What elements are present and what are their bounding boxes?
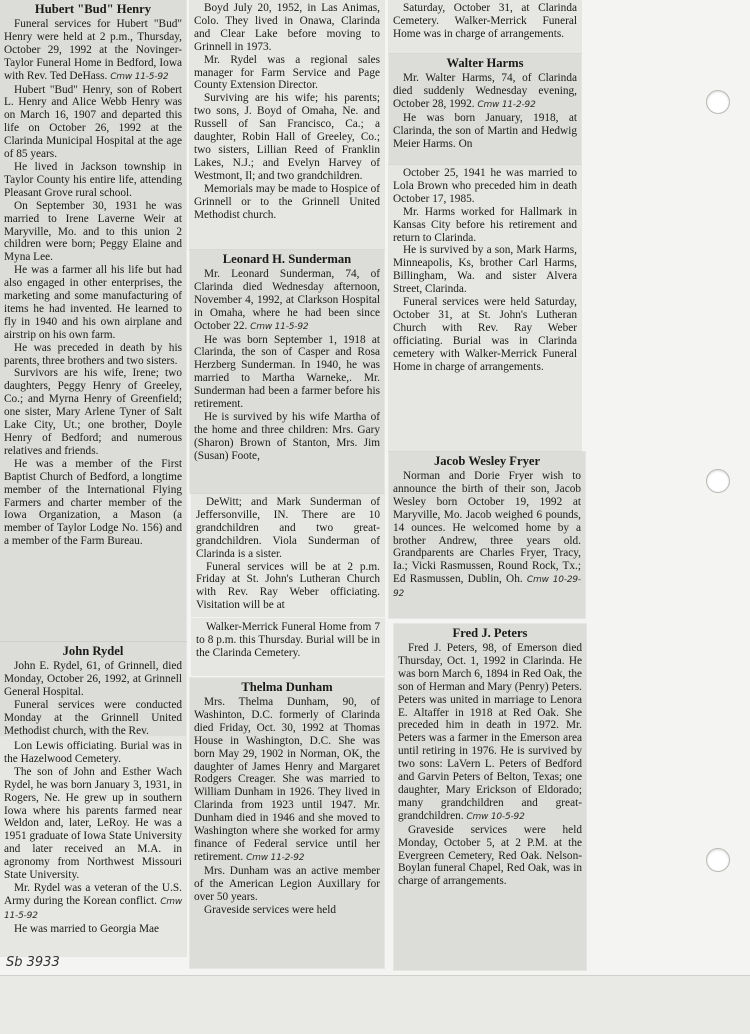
- paragraph: Surviving are his wife; his parents; two sons, J. Boyd of Omaha, Ne. and Russell of San Francisco, Ca.; a daughter, Robin Hall of Greeley, Co.; two sisters, Lillian Reed of Franklin Lakes, N.J.; and Evelyn Harvey of Westmont, Il; and two grandchildren.: [194, 92, 380, 182]
- clipping-john-rydel-part-1: [0, 642, 186, 736]
- clipping-title: Jacob Wesley Fryer: [433, 454, 541, 468]
- paragraph: Funeral services were conducted Monday at the Grinnell United Methodist church, with the Rev.: [4, 698, 182, 736]
- paragraph: Walker-Merrick Funeral Home from 7 to 8 p.m. this Thursday. Burial will be in the Clarinda Cemetery.: [196, 621, 380, 659]
- paragraph: Funeral services will be at 2 p.m. Friday at St. John's Lutheran Church with Rev. Ray Weber officiating. Visitation will be at: [196, 560, 380, 612]
- paragraph: He is survived by his wife Martha of the home and three children: Mrs. Gary (Sharon) Brown of Stanton, Mrs. Jim (Susan) Foote,: [194, 410, 380, 462]
- paragraph: Graveside services were held: [204, 903, 337, 916]
- paragraph: Lon Lewis officiating. Burial was in the Hazelwood Cemetery.: [4, 740, 182, 765]
- clipping-thelma-dunham: [190, 678, 384, 968]
- sheet-bottom-margin: [0, 975, 750, 1034]
- clipping-leonard-sunderman-part-2: [192, 494, 384, 616]
- clipping-john-rydel-part-3: [190, 0, 384, 249]
- clipping-walter-harms-part-3: [389, 165, 581, 451]
- paragraph: Mr. Harms worked for Hallmark in Kansas City before his retirement and return to Clarinda.: [393, 205, 577, 244]
- clipping-walter-harms-part-2: [389, 54, 581, 164]
- paragraph: Mr. Rydel was a veteran of the U.S. Army during the Korean conflict. Cmw 11-5-92: [4, 881, 182, 921]
- clipping-title: Walter Harms: [446, 56, 524, 70]
- paragraph: Saturday, October 31, at Clarinda Cemetery. Walker-Merrick Funeral Home was in charge of arrangements.: [393, 2, 577, 40]
- paragraph: John E. Rydel, 61, of Grinnell, died Monday, October 26, 1992, at Grinnell General Hospital.: [4, 660, 182, 698]
- paragraph: He was married to Georgia Mae: [14, 922, 160, 935]
- paragraph: He was a member of the First Baptist Church of Bedford, a longtime member of the International Flying Farmers and charter member of the Iowa Organization, a Mason (a member of Taylor Lodge No. 156) and a member of the Farm Bureau.: [4, 457, 182, 548]
- paragraph: Funeral services for Hubert "Bud" Henry were held at 2 p.m., Thursday, October 29, 1992 at the Novinger-Taylor Funeral Home in Bedford, Iowa with Rev. Ted DeHass. Cmw 11-5-92: [4, 18, 182, 82]
- paragraph: He is survived by a son, Mark Harms, Minneapolis, Ks, brother Carl Harms, Billingham, Wa. and sister Alvera Street, Clarinda.: [393, 244, 577, 296]
- paragraph: He was a farmer all his life but had also engaged in other enterprises, the marketing and some manufacturing of items he had invented. He learned to fly in 1940 and his own airplane and airstrip on his own farm.: [4, 264, 182, 341]
- clipping-leonard-sunderman-part-1: [190, 250, 384, 493]
- clipping-jacob-fryer: [389, 452, 585, 618]
- paragraph: He was preceded in death by his parents, three brothers and two sisters.: [4, 341, 182, 367]
- clipping-title: Hubert "Bud" Henry: [34, 2, 152, 16]
- handwritten-date-note: Cmw 10-29-92: [393, 575, 581, 600]
- paragraph: Mr. Rydel was a regional sales manager for Farm Service and Page County Extension Director.: [194, 53, 380, 92]
- paragraph: He was born September 1, 1918 at Clarinda, the son of Casper and Rosa Herzberg Sunderman. In 1940, he was married to Martha Warneke,. Mr. Sunderman had been a farmer before his retirement.: [194, 333, 380, 411]
- handwritten-date-note: Cmw 11-5-92: [250, 321, 309, 332]
- paragraph: On September 30, 1931 he was married to Irene Laverne Weir at Maryville, Mo. and to this union 2 children were born; Peggy Elaine and Myna Lee.: [4, 199, 182, 264]
- paragraph: He was born January, 1918, at Clarinda, the son of Martin and Hedwig Meier Harms. On: [393, 111, 577, 150]
- clipping-title: Leonard H. Sunderman: [222, 252, 352, 266]
- paragraph: The son of John and Esther Wach Rydel, he was born January 3, 1931, in Rogers, Ne. He grew up in southern Iowa where his parents farmed near Weldon and, later, LeRoy. He was a 1951 graduate of Iowa State University and later received an M.A. in agronomy from Northwest Missouri State University.: [4, 765, 182, 882]
- clipping-title: Thelma Dunham: [241, 680, 333, 694]
- handwritten-date-note: Cmw 11-5-92: [110, 71, 169, 82]
- paragraph: He lived in Jackson township in Taylor County his entire life, attending Pleasant Grove rural school.: [4, 160, 182, 199]
- paragraph: Mr. Leonard Sunderman, 74, of Clarinda died Wednesday afternoon, November 4, 1992, at Clarkson Hospital in Omaha, where he had been since October 22. Cmw 11-5-92: [194, 268, 380, 332]
- paragraph: Mrs. Dunham was an active member of the American Legion Auxillary for over 50 years.: [194, 864, 380, 903]
- paragraph: DeWitt; and Mark Sunderman of Jeffersonville, IN. There are 10 grandchildren and two great-grandchildren. Viola Sunderman of Clarinda is a sister.: [196, 496, 380, 560]
- clipping-hubert-henry: [0, 0, 186, 642]
- paragraph: Hubert "Bud" Henry, son of Robert L. Henry and Alice Webb Henry was on March 16, 1907 and departed this life on October 26, 1992 at the Clarinda Municipal Hospital at the age of 85 years.: [4, 83, 182, 161]
- paragraph: Mrs. Thelma Dunham, 90, of Washinton, D.C. formerly of Clarinda died Friday, Oct. 30, 1992 at Thomas House in Washington, D.C. She was born May 29, 1902 in Norman, OK, the daughter of James Henry and Margaret Rodgers Creager. She was married to William Dunham in 1926. They lived in Clarinda from 1923 until 1947. Mr. Dunham died in 1946 and she moved to Washington where she worked for army finance of Federal service until her retirement. Cmw 11-2-92: [194, 696, 380, 863]
- clipping-title: Fred J. Peters: [452, 626, 528, 640]
- clipping-leonard-sunderman-part-3: [192, 619, 384, 675]
- handwritten-date-note: Cmw 11-2-92: [246, 852, 305, 863]
- clipping-fred-peters: [394, 624, 586, 970]
- page-reference-note: Sb 3933: [6, 955, 60, 970]
- paragraph: Mr. Walter Harms, 74, of Clarinda died suddenly Wednesday evening, October 28, 1992. Cmw 11-2-92: [393, 72, 577, 110]
- handwritten-date-note: Cmw 10-5-92: [466, 811, 525, 822]
- paragraph: Graveside services were held Monday, October 5, at 2 P.M. at the Evergreen Cemetery, Red Oak. Nelson-Boylan funeral Chapel, Red Oak, was in charge of arrangements.: [398, 823, 582, 888]
- clipping-walter-harms-part-1: [389, 0, 581, 53]
- paragraph: October 25, 1941 he was married to Lola Brown who preceded him in death October 17, 1985.: [393, 167, 577, 205]
- handwritten-date-note: Cmw 11-2-92: [477, 99, 536, 110]
- binder-hole-bottom: [706, 848, 730, 872]
- paragraph: Boyd July 20, 1952, in Las Animas, Colo. They lived in Onawa, Clarinda and Clear Lake before moving to Grinnell in 1973.: [194, 2, 380, 53]
- binder-hole-middle: [706, 469, 730, 493]
- paragraph: Fred J. Peters, 98, of Emerson died Thursday, Oct. 1, 1992 in Clarinda. He was born March 6, 1894 in Red Oak, the son of Herman and Mary (Penry) Peters. Peters was united in marriage to Lenora E. Altaffer in 1918 at Red Oak. She preceded him in death in 1972. Mr. Peters was a farmer in the Emerson area until retiring in 1976. He is survived by two sons: LaVern L. Peters of Bedford and Garvin Peters of Belton, Texas; one daughter, Mary Erickson of Eldorado; many grandchildren and great-grandchildren. Cmw 10-5-92: [398, 642, 582, 822]
- clipping-title: John Rydel: [62, 644, 124, 658]
- clipping-john-rydel-part-2: [0, 738, 186, 956]
- binder-hole-top: [706, 90, 730, 114]
- handwritten-date-note: Cmw 11-5-92: [4, 896, 182, 921]
- paragraph: Norman and Dorie Fryer wish to announce the birth of their son, Jacob Wesley born October 19, 1992 at Maryville, Mo. Jacob weighed 6 pounds, 14 ounces. He welcomed home by a brother Andrew, three years old. Grandparents are Charles Fryer, Tracy, Ia.; Vicki Rasmussen, Round Rock, Tx.; Ed Rasmussen, Dublin, Oh. Cmw 10-29-92: [393, 470, 581, 600]
- paragraph: Survivors are his wife, Irene; two daughters, Peggy Henry of Greeley, Co.; and Myrna Henry of Greenfield; one sister, Mary Arlene Tyner of Salt Lake City, Ut.; one brother, Doyle Henry of Bedford; and numerous relatives and friends.: [4, 367, 182, 457]
- paragraph: Memorials may be made to Hospice of Grinnell or to the Grinnell United Methodist church.: [194, 182, 380, 221]
- paragraph: Funeral services were held Saturday, October 31, at St. John's Lutheran Church with Rev. Ray Weber officiating. Burial was in Clarinda cemetery with Walker-Merrick Funeral Home in charge of arrangements.: [393, 296, 577, 373]
